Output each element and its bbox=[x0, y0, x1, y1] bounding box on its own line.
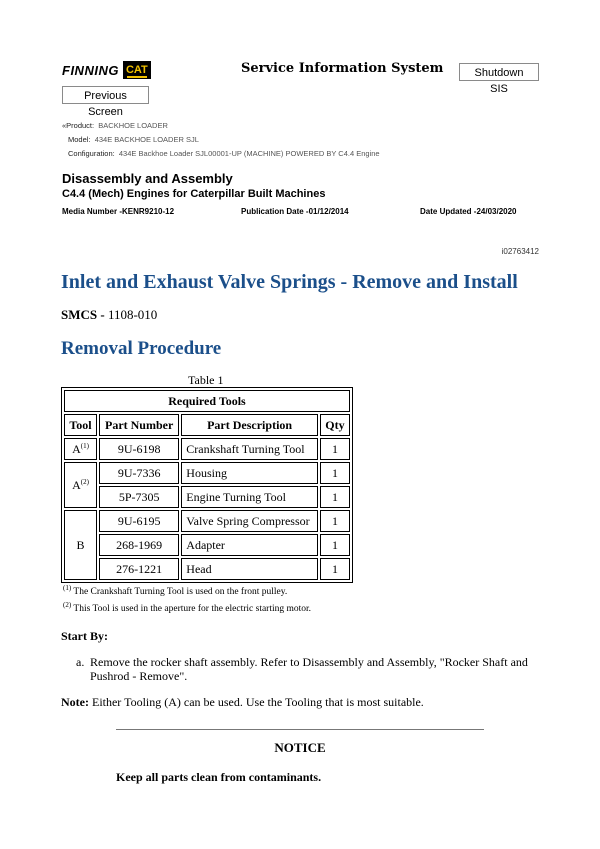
table-row bbox=[64, 462, 350, 484]
part-number-cell: 268-1969 bbox=[99, 534, 179, 556]
tool-cell: B bbox=[64, 510, 97, 580]
footnote-ref: (2) bbox=[80, 477, 89, 486]
tool-letter: A bbox=[72, 441, 81, 456]
tool-cell bbox=[64, 438, 97, 460]
part-number-cell: 276-1221 bbox=[99, 558, 179, 580]
footnote-text: The Crankshaft Turning Tool is used on the front pulley. bbox=[73, 587, 288, 598]
publication-date: Publication Date -01/12/2014 bbox=[241, 207, 349, 216]
footnote-mark: (1) bbox=[63, 584, 72, 592]
part-description-cell: Engine Turning Tool bbox=[181, 486, 318, 508]
start-by-label: Start By: bbox=[61, 629, 108, 643]
part-description-cell: Valve Spring Compressor bbox=[181, 510, 318, 532]
qty-cell: 1 bbox=[320, 510, 350, 532]
divider bbox=[116, 729, 484, 730]
manual-heading: Disassembly and Assembly bbox=[62, 171, 233, 186]
table-row bbox=[64, 558, 350, 580]
qty-cell: 1 bbox=[320, 462, 350, 484]
step-label: a. bbox=[76, 655, 85, 669]
footnote bbox=[63, 584, 287, 597]
configuration-label: Configuration: bbox=[68, 149, 115, 158]
finning-logo-text: FINNING bbox=[62, 62, 119, 78]
table-row bbox=[64, 510, 350, 532]
part-description-cell: Housing bbox=[181, 462, 318, 484]
cat-logo-mark: CAT bbox=[123, 61, 151, 79]
qty-cell: 1 bbox=[320, 558, 350, 580]
table-title: Required Tools bbox=[64, 390, 350, 412]
part-description-cell: Crankshaft Turning Tool bbox=[181, 438, 318, 460]
note bbox=[61, 695, 424, 710]
table-row bbox=[64, 534, 350, 556]
page-title: Inlet and Exhaust Valve Springs - Remove and Install bbox=[61, 271, 518, 293]
footnote-text: This Tool is used in the aperture for the electric starting motor. bbox=[73, 604, 312, 615]
date-updated: Date Updated -24/03/2020 bbox=[420, 207, 517, 216]
tool-letter: A bbox=[72, 477, 81, 492]
part-number-cell: 9U-6195 bbox=[99, 510, 179, 532]
smcs-line bbox=[61, 307, 157, 323]
notice-title: NOTICE bbox=[274, 740, 326, 755]
table-row bbox=[64, 438, 350, 460]
product-value: BACKHOE LOADER bbox=[98, 121, 168, 130]
qty-cell: 1 bbox=[320, 486, 350, 508]
table-header-row bbox=[64, 414, 350, 436]
shutdown-sis-button[interactable]: Shutdown SIS bbox=[459, 63, 539, 81]
column-header: Qty bbox=[320, 414, 350, 436]
qty-cell: 1 bbox=[320, 438, 350, 460]
required-tools-table bbox=[61, 387, 353, 583]
model-value: 434E BACKHOE LOADER SJL bbox=[94, 135, 199, 144]
part-number-cell: 5P-7305 bbox=[99, 486, 179, 508]
tool-cell bbox=[64, 462, 97, 508]
document-id: i02763412 bbox=[501, 247, 539, 256]
notice-text: Keep all parts clean from contaminants. bbox=[116, 770, 322, 784]
product-line bbox=[62, 121, 168, 130]
footnote-ref: (1) bbox=[80, 441, 89, 450]
part-description-cell: Adapter bbox=[181, 534, 318, 556]
column-header: Tool bbox=[64, 414, 97, 436]
footnote bbox=[63, 601, 311, 614]
step-a bbox=[76, 655, 546, 683]
model-line bbox=[68, 135, 199, 144]
model-label: Model: bbox=[68, 135, 91, 144]
system-title: Service Information System bbox=[241, 61, 444, 76]
product-label: «Product: bbox=[62, 121, 95, 130]
finning-cat-logo bbox=[62, 60, 151, 80]
table-caption: Table 1 bbox=[188, 373, 224, 387]
smcs-label: SMCS - bbox=[61, 307, 105, 322]
media-number: Media Number -KENR9210-12 bbox=[62, 207, 175, 216]
step-text: Remove the rocker shaft assembly. Refer to Disassembly and Assembly, "Rocker Shaft and Pushrod - Remove". bbox=[90, 655, 528, 683]
note-text: Either Tooling (A) can be used. Use the Tooling that is most suitable. bbox=[91, 695, 424, 709]
table-row bbox=[64, 486, 350, 508]
configuration-line bbox=[68, 149, 380, 158]
part-description-cell: Head bbox=[181, 558, 318, 580]
configuration-value: 434E Backhoe Loader SJL00001-UP (MACHINE) POWERED BY C4.4 Engine bbox=[118, 149, 380, 158]
section-title: Removal Procedure bbox=[61, 338, 222, 359]
qty-cell: 1 bbox=[320, 534, 350, 556]
column-header: Part Description bbox=[181, 414, 318, 436]
smcs-value: 1108-010 bbox=[107, 307, 158, 322]
previous-screen-button[interactable]: Previous Screen bbox=[62, 86, 149, 104]
footnote-mark: (2) bbox=[63, 601, 72, 609]
note-label: Note: bbox=[61, 695, 89, 709]
manual-subheading: C4.4 (Mech) Engines for Caterpillar Built Machines bbox=[62, 188, 326, 200]
part-number-cell: 9U-6198 bbox=[99, 438, 179, 460]
part-number-cell: 9U-7336 bbox=[99, 462, 179, 484]
column-header: Part Number bbox=[99, 414, 179, 436]
